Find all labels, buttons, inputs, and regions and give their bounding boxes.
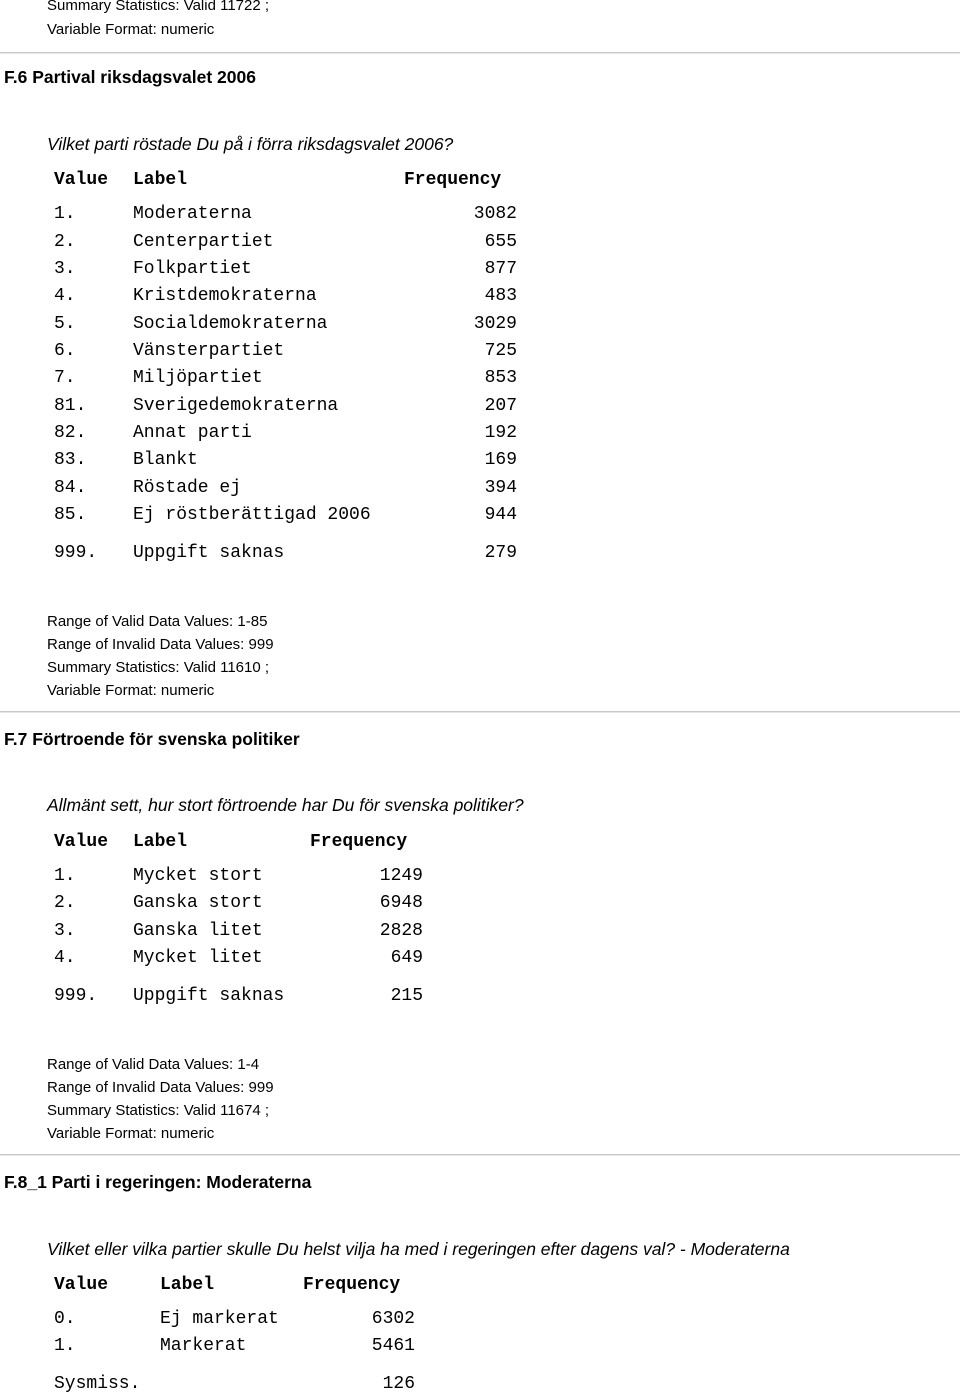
row-label: Sverigedemokraterna [133, 396, 339, 416]
section-title: F.6 Partival riksdagsvalet 2006 [4, 67, 256, 87]
column-header-value: Value [54, 1275, 109, 1295]
column-header-frequency: Frequency [310, 832, 408, 852]
row-label: Uppgift saknas [133, 543, 285, 563]
row-frequency: 279 [484, 543, 517, 563]
row-label: Centerpartiet [133, 232, 274, 252]
row-frequency: 394 [484, 478, 517, 498]
row-frequency: 192 [484, 423, 517, 443]
row-frequency: 944 [484, 505, 517, 525]
section-title: F.8_1 Parti i regeringen: Moderaterna [4, 1172, 312, 1192]
row-label: Moderaterna [133, 204, 252, 224]
row-frequency: 1249 [379, 866, 423, 886]
row-label: Annat parti [133, 423, 252, 443]
row-frequency: 877 [484, 259, 517, 279]
row-value: 3. [54, 259, 76, 279]
row-frequency: 725 [484, 341, 517, 361]
variable-format: Variable Format: numeric [47, 1125, 215, 1142]
column-header-label: Label [133, 832, 188, 852]
row-value: 999. [54, 986, 98, 1006]
row-frequency: 207 [484, 396, 517, 416]
row-frequency: 3029 [473, 314, 517, 334]
row-label: Miljöpartiet [133, 368, 263, 388]
row-value: 83. [54, 450, 87, 470]
row-value: 4. [54, 286, 76, 306]
column-header-frequency: Frequency [303, 1275, 401, 1295]
row-value: 1. [54, 1336, 76, 1356]
range-invalid: Range of Invalid Data Values: 999 [47, 1079, 274, 1096]
row-label: Uppgift saknas [133, 986, 285, 1006]
range-valid: Range of Valid Data Values: 1-4 [47, 1056, 260, 1073]
question-text: Allmänt sett, hur stort förtroende har Du för svenska politiker? [47, 795, 524, 815]
row-frequency: 655 [484, 232, 517, 252]
row-label: Ganska stort [133, 893, 263, 913]
row-value: 4. [54, 948, 76, 968]
row-frequency: 169 [484, 450, 517, 470]
row-label: Vänsterpartiet [133, 341, 285, 361]
row-label: Ganska litet [133, 921, 263, 941]
row-value: 81. [54, 396, 87, 416]
row-label: Mycket stort [133, 866, 263, 886]
section-divider [0, 1154, 960, 1156]
row-label: Blankt [133, 450, 198, 470]
row-label: Socialdemokraterna [133, 314, 328, 334]
row-label: Mycket litet [133, 948, 263, 968]
row-frequency: 3082 [473, 204, 517, 224]
row-value: 3. [54, 921, 76, 941]
range-invalid: Range of Invalid Data Values: 999 [47, 636, 274, 653]
column-header-value: Value [54, 832, 109, 852]
row-frequency: 2828 [379, 921, 423, 941]
row-value: 1. [54, 866, 76, 886]
row-frequency: 6302 [371, 1309, 415, 1329]
section-divider [0, 711, 960, 713]
row-value: 82. [54, 423, 87, 443]
row-value: 7. [54, 368, 76, 388]
range-valid: Range of Valid Data Values: 1-85 [47, 613, 268, 630]
summary-statistics: Summary Statistics: Valid 11610 ; [47, 659, 270, 676]
question-text: Vilket eller vilka partier skulle Du helst vilja ha med i regeringen efter dagens val? - Moderaterna [47, 1239, 790, 1259]
section-divider [0, 52, 960, 54]
row-value: 999. [54, 543, 98, 563]
column-header-value: Value [54, 170, 109, 190]
column-header-label: Label [133, 170, 188, 190]
row-value: 0. [54, 1309, 76, 1329]
row-value: 84. [54, 478, 87, 498]
variable-format: Variable Format: numeric [47, 682, 215, 699]
row-value: 5. [54, 314, 76, 334]
row-label: Ej röstberättigad 2006 [133, 505, 371, 525]
variable-format: Variable Format: numeric [47, 21, 215, 38]
row-frequency: 215 [390, 986, 423, 1006]
row-frequency: 483 [484, 286, 517, 306]
column-header-frequency: Frequency [404, 170, 502, 190]
row-value: 2. [54, 893, 76, 913]
row-value: 85. [54, 505, 87, 525]
row-label: Ej markerat [160, 1309, 279, 1329]
row-frequency: 853 [484, 368, 517, 388]
row-frequency: 649 [390, 948, 423, 968]
row-frequency: 5461 [371, 1336, 415, 1356]
question-text: Vilket parti röstade Du på i förra riksdagsvalet 2006? [47, 134, 454, 154]
row-label: Markerat [160, 1336, 247, 1356]
summary-statistics: Summary Statistics: Valid 11674 ; [47, 1102, 270, 1119]
row-value: Sysmiss. [54, 1374, 141, 1394]
row-value: 1. [54, 204, 76, 224]
row-frequency: 6948 [379, 893, 423, 913]
row-label: Röstade ej [133, 478, 242, 498]
column-header-label: Label [160, 1275, 215, 1295]
summary-statistics: Summary Statistics: Valid 11722 ; [47, 0, 270, 14]
row-value: 2. [54, 232, 76, 252]
row-frequency: 126 [382, 1374, 415, 1394]
row-value: 6. [54, 341, 76, 361]
row-label: Kristdemokraterna [133, 286, 317, 306]
section-title: F.7 Förtroende för svenska politiker [4, 729, 300, 749]
row-label: Folkpartiet [133, 259, 252, 279]
